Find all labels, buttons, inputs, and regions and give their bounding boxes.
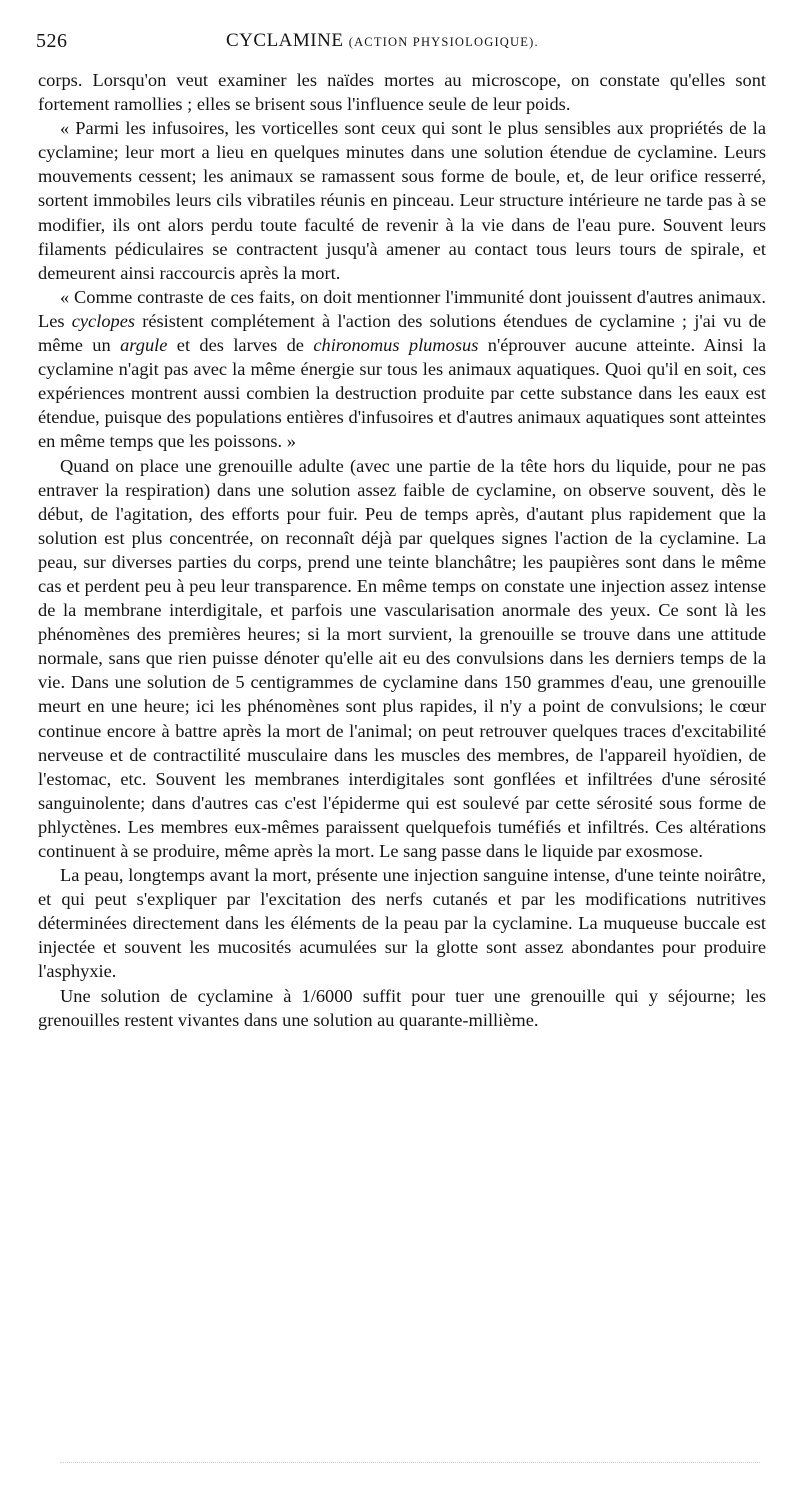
running-header [36,30,764,60]
italic-term-cyclopes: cyclopes [71,310,136,331]
paragraph-text: et des larves de [167,335,314,356]
paragraph-infusoires [38,116,766,285]
page-number: 526 [36,30,68,52]
running-title [226,30,539,52]
paragraph-text: « Parmi les infusoires, les vorticelles sont ceux qui sont le plus sensibles aux propriétés de la cyclamine; leur mort a lieu en quelques minutes dans une solution étendue de cyclamine. Leurs mouvements cessent; les animaux se ramassent sous forme de boule, et, de leur orifice resserré, sortent immobiles leurs cils vibratiles réunis en pinceau. Leur structure intérieure ne tarde pas à se modifier, ils ont alors perdu toute faculté de revenir à la vie dans de l'eau pure. Souvent leurs filaments pédiculaires se contractent jusqu'à amener au contact tous leurs tours de spirale, et demeurent ainsi raccourcis après la mort. [38,118,766,283]
paragraph-text: corps. Lorsqu'on veut examiner les naïdes mortes au microscope, on constate qu'elles sont fortement ramollies ; elles se brisent sous l'influence seule de leur poids. [38,70,766,115]
italic-term-argule: argule [120,335,168,356]
paragraph-text: La peau, longtemps avant la mort, présente une injection sanguine intense, d'une teinte noirâtre, et qui peut s'expliquer par l'excitation des nerfs cutanés et par les modifications nutritives déterminées directement dans les éléments de la peau par la cyclamine. La muqueuse buccale est injectée et souvent les mucosités acumulées sur la glotte sont assez abondantes pour produire l'asphyxie. [38,865,766,982]
footer-divider [60,1462,760,1471]
paragraph-solution [38,984,766,1032]
body-text [38,68,766,1032]
paragraph-text: Une solution de cyclamine à 1/6000 suffit pour tuer une grenouille qui y séjourne; les grenouilles restent vivantes dans une solution au quarante-millième. [38,985,766,1030]
italic-term-chironomus: chironomus plumosus [313,335,479,356]
paragraph-grenouille [38,454,766,864]
running-title-subtitle: (ACTION PHYSIOLOGIQUE). [348,35,539,49]
paragraph-text: Quand on place une grenouille adulte (avec une partie de la tête hors du liquide, pour ne pas entraver la respiration) dans une solution assez faible de cyclamine, on observe souvent, dès le début, de l'agitation, des efforts pour fuir. Peu de temps après, d'autant plus rapidement que la solution est plus concentrée, on reconnaît déjà par quelques signes l'action de la cyclamine. La peau, sur diverses parties du corps, prend une teinte blanchâtre; les paupières sont dans le même cas et perdent peu à peu leur transparence. En même temps on constate une injection assez intense de la membrane interdigitale, et parfois une vascularisation anormale des yeux. Ce sont là les phénomènes des premières heures; si la mort survient, la grenouille se trouve dans une attitude normale, sans que rien puisse dénoter qu'elle ait eu des convulsions dans les derniers temps de la vie. Dans une solution de 5 centigrammes de cyclamine dans 150 grammes d'eau, une grenouille meurt en une heure; ici les phénomènes sont plus rapides, il n'y a point de convulsions; le cœur continue encore à battre après la mort de l'animal; on peut retrouver quelques traces d'excitabilité nerveuse et de contractilité musculaire dans les muscles des membres, de l'appareil hyoïdien, de l'estomac, etc. Souvent les membranes interdigitales sont gonflées et infiltrées d'une sérosité sanguinolente; dans d'autres cas c'est l'épiderme qui est soulevé par cette sérosité sous forme de phlyctènes. Les membres eux-mêmes paraissent quelquefois tuméfiés et infiltrés. Ces altérations continuent à se produire, même après la mort. Le sang passe dans le liquide par exosmose. [38,455,766,861]
paragraph-peau [38,863,766,983]
paragraph-text: n'éprouver aucune atteinte. Ainsi la cyclamine n'agit pas avec la même énergie sur tous les animaux aquatiques. Quoi qu'il en soit, ces expériences montrent aussi combien la destruction produite par cette substance dans les eaux est étendue, puisque des populations entières d'infusoires et d'autres animaux aquatiques sont atteintes en même temps que les poissons. » [38,335,766,452]
paragraph-contraste [38,285,766,454]
paragraph-text: résistent complétement à l'action des solutions étendues de cyclamine ; j'ai vu de même un [38,310,766,356]
running-title-main: CYCLAMINE [226,30,344,51]
paragraph-text: « Comme contraste de ces faits, on doit mentionner l'immunité dont jouissent d'autres animaux. Les [38,286,766,331]
paragraph-continuation [38,68,766,116]
